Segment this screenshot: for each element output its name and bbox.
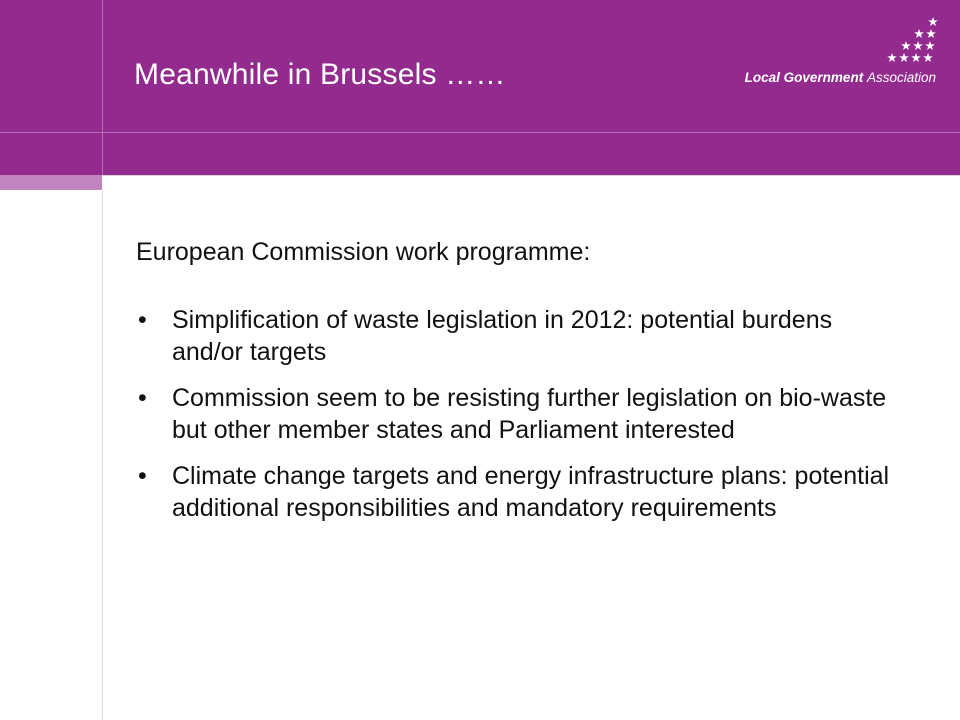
logo-text-light: Association [866,70,936,85]
header-divider-horizontal [0,132,960,133]
bullet-text: Simplification of waste legislation in 2012: potential burdens and/or targets [172,306,833,366]
bullet-item [136,460,906,524]
slide-content [136,236,906,538]
bullet-item [136,382,906,446]
logo-text-bold: Local Government [744,70,864,85]
header-underline [102,175,960,176]
slide-title: Meanwhile in Brussels …… [134,58,506,91]
lga-logo [720,14,950,94]
body-divider-vertical [102,190,103,720]
bullet-icon: • [138,306,147,334]
intro-text: European Commission work programme: [136,238,591,266]
bullet-icon: • [138,384,147,412]
header-divider-vertical [102,0,103,175]
logo-wordmark [745,70,936,85]
stars-icon [870,14,950,72]
accent-block [0,175,102,190]
bullet-item [136,304,906,368]
bullet-icon: • [138,462,147,490]
bullet-text: Commission seem to be resisting further legislation on bio-waste but other member states and Parliament interested [172,384,887,444]
bullet-list [136,304,906,524]
bullet-text: Climate change targets and energy infrastructure plans: potential additional responsibilities and mandatory requirements [172,462,890,522]
